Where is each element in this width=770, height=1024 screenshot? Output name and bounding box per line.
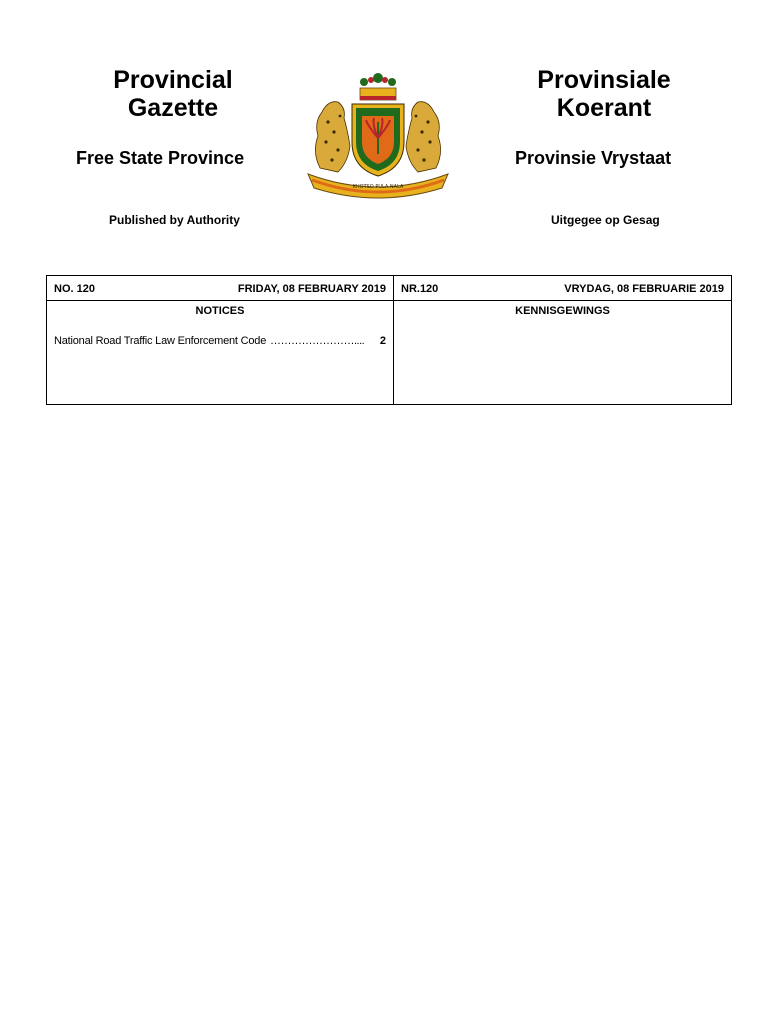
issue-date: FRIDAY, 08 FEBRUARY 2019 [237, 283, 386, 295]
title-line: Provincial [113, 66, 233, 94]
issue-number: NO. 120 [54, 283, 95, 295]
uitgegee-op-gesag: Uitgegee op Gesag [551, 213, 660, 227]
notices-heading: NOTICES [195, 305, 245, 317]
issue-contents-box [46, 275, 732, 405]
province-name-afrikaans: Provinsie Vrystaat [515, 148, 672, 168]
kennisgewings-heading: KENNISGEWINGS [515, 305, 610, 317]
issue-date: VRYDAG, 08 FEBRUARIE 2019 [564, 283, 724, 295]
title-line: Koerant [556, 94, 652, 122]
afrikaans-issue-header [394, 276, 731, 301]
coat-of-arms-icon [298, 72, 458, 200]
page-number: 2 [379, 335, 386, 347]
notice-title: National Road Traffic Law Enforcement Code [54, 335, 267, 347]
title-line: Gazette [127, 94, 219, 122]
title-line: Provinsiale [537, 66, 671, 94]
gazette-title-afrikaans [490, 66, 718, 122]
contents-item[interactable] [54, 335, 386, 349]
published-by-authority: Published by Authority [109, 213, 240, 227]
english-column [47, 276, 394, 404]
english-issue-header [47, 276, 393, 301]
province-name-english: Free State Province [76, 148, 245, 168]
issue-number: NR.120 [401, 283, 439, 295]
motto-text: KHOTSO PULA NALA [352, 184, 404, 190]
dot-leader: …………………….... [270, 335, 365, 347]
afrikaans-column [394, 276, 731, 404]
gazette-title-english [60, 66, 286, 122]
